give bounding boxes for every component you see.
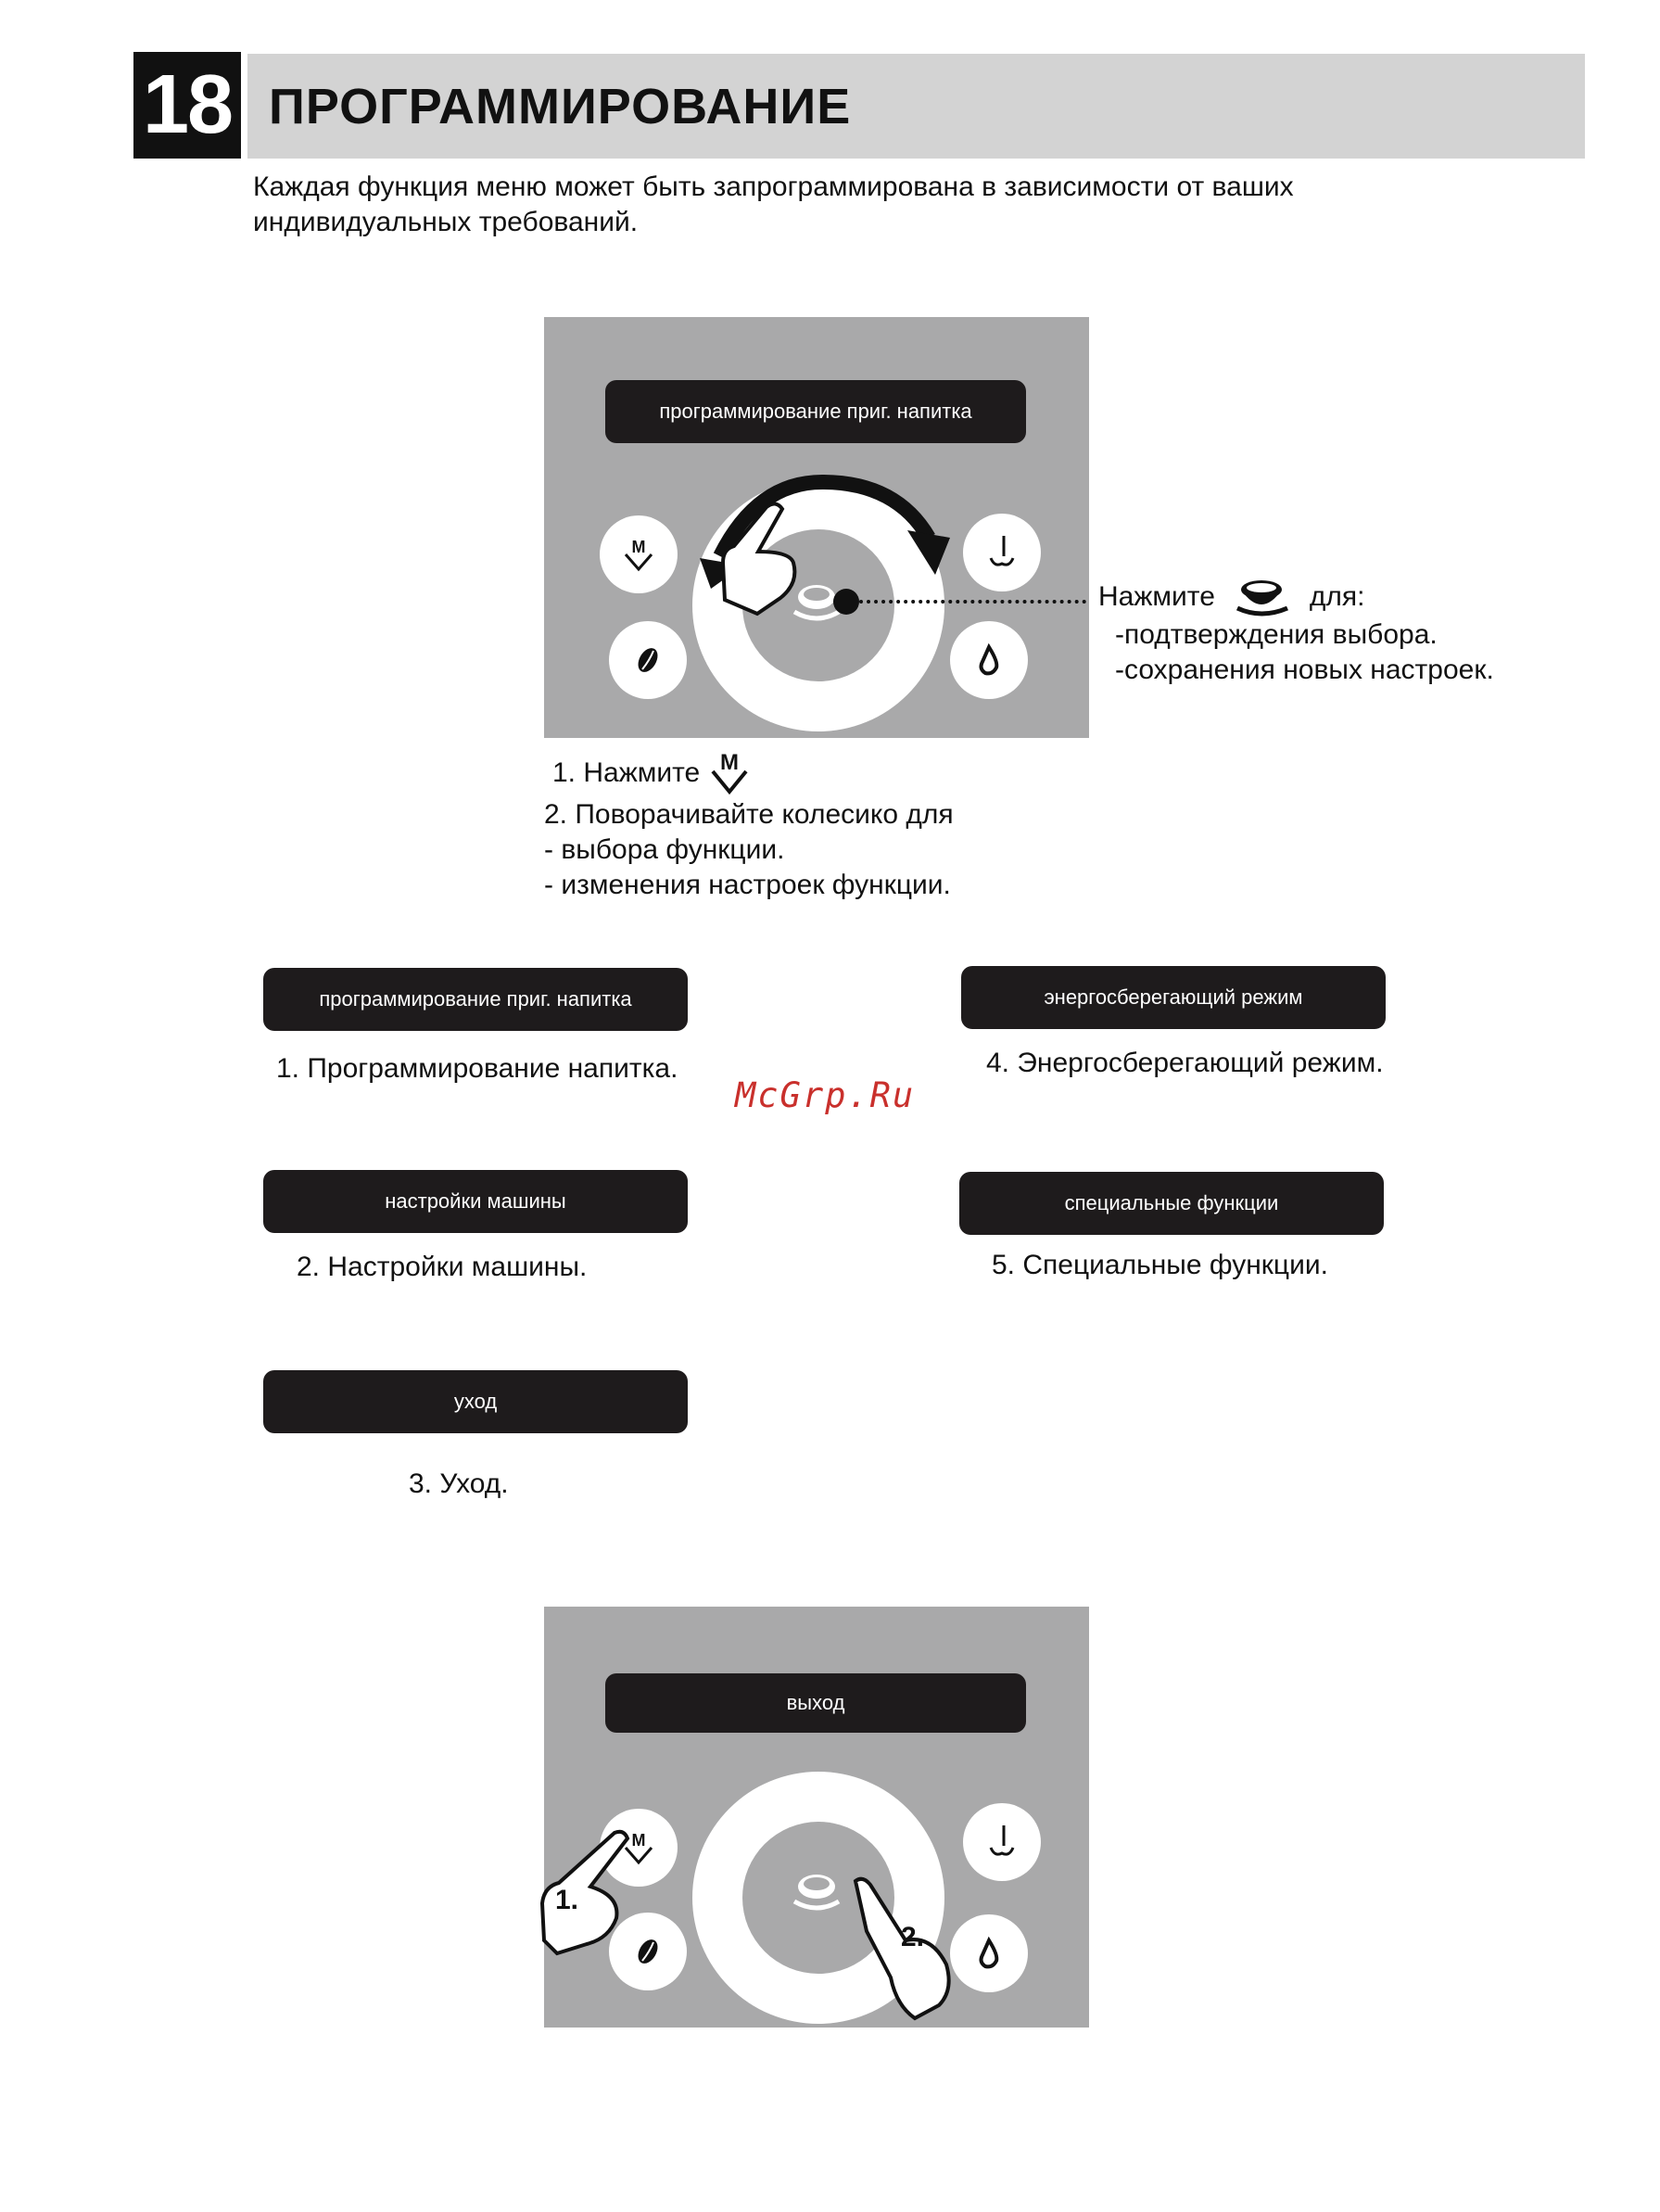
- step-1-text: 1. Нажмите: [552, 757, 701, 788]
- drop-icon-bottom: [970, 1935, 1007, 1972]
- page-title: ПРОГРАММИРОВАНИЕ: [269, 79, 852, 134]
- cup-icon-bottom[interactable]: [787, 1868, 852, 1914]
- confirm-note-line-2: -подтверждения выбора.: [1115, 619, 1438, 650]
- section-number: 18: [133, 52, 241, 159]
- watermark: McGrp.Ru: [735, 1075, 916, 1115]
- menu-label-4: 4. Энергосберегающий режим.: [986, 1048, 1384, 1078]
- drop-icon: [970, 642, 1007, 679]
- menu-label-1: 1. Программирование напитка.: [276, 1053, 678, 1084]
- aroma-button-bottom[interactable]: [963, 1803, 1041, 1881]
- menu-display-2: настройки машины: [263, 1170, 688, 1233]
- cup-icon-inline: [1232, 577, 1293, 617]
- menu-m-icon-inline: [705, 749, 754, 797]
- menu-display-3: уход: [263, 1370, 688, 1433]
- bean-button[interactable]: [609, 621, 687, 699]
- aroma-button[interactable]: [963, 514, 1041, 591]
- menu-display-5: специальные функции: [959, 1172, 1384, 1235]
- menu-label-3: 3. Уход.: [409, 1468, 509, 1499]
- hand-1-label: 1.: [555, 1885, 579, 1915]
- menu-display-1: программирование приг. напитка: [263, 968, 688, 1031]
- confirm-note-line-3: -сохранения новых настроек.: [1115, 655, 1494, 685]
- confirm-note: [1098, 577, 1580, 688]
- panel-display-bottom: выход: [605, 1673, 1026, 1733]
- aroma-icon: [982, 532, 1022, 573]
- confirm-note-for: для:: [1309, 581, 1365, 612]
- svg-text:M: M: [631, 538, 646, 556]
- menu-label-5: 5. Специальные функции.: [992, 1250, 1328, 1280]
- hand-pointer-1-icon: [535, 1829, 646, 1959]
- intro-line-1: Каждая функция меню может быть запрограммирована в зависимости от ваших: [253, 172, 1294, 202]
- bean-icon: [629, 642, 666, 679]
- step-1: [552, 749, 754, 797]
- menu-display-4: энергосберегающий режим: [961, 966, 1386, 1029]
- svg-text:M: M: [720, 750, 740, 775]
- menu-m-icon: [618, 534, 659, 575]
- menu-button[interactable]: [600, 515, 678, 593]
- hand-pointer-icon: [716, 498, 808, 618]
- control-panel-bottom: [544, 1607, 1089, 2028]
- water-button[interactable]: [950, 621, 1028, 699]
- step-2: [544, 797, 954, 903]
- aroma-icon-bottom: [982, 1822, 1022, 1862]
- step-2b-text: - изменения настроек функции.: [544, 870, 951, 900]
- hand-2-label: 2.: [901, 1922, 925, 1952]
- control-panel-top: [544, 317, 1089, 738]
- svg-text:M: M: [631, 1831, 646, 1850]
- intro-text: [253, 170, 1458, 240]
- step-2a-text: - выбора функции.: [544, 834, 785, 865]
- confirm-dot: [833, 589, 859, 615]
- intro-line-2: индивидуальных требований.: [253, 207, 639, 237]
- menu-label-2: 2. Настройки машины.: [297, 1252, 588, 1282]
- panel-display: программирование приг. напитка: [605, 380, 1026, 443]
- confirm-note-press: Нажмите: [1098, 581, 1215, 612]
- water-button-bottom[interactable]: [950, 1914, 1028, 1992]
- step-2-text: 2. Поворачивайте колесико для: [544, 799, 954, 830]
- leader-line: [859, 600, 1086, 604]
